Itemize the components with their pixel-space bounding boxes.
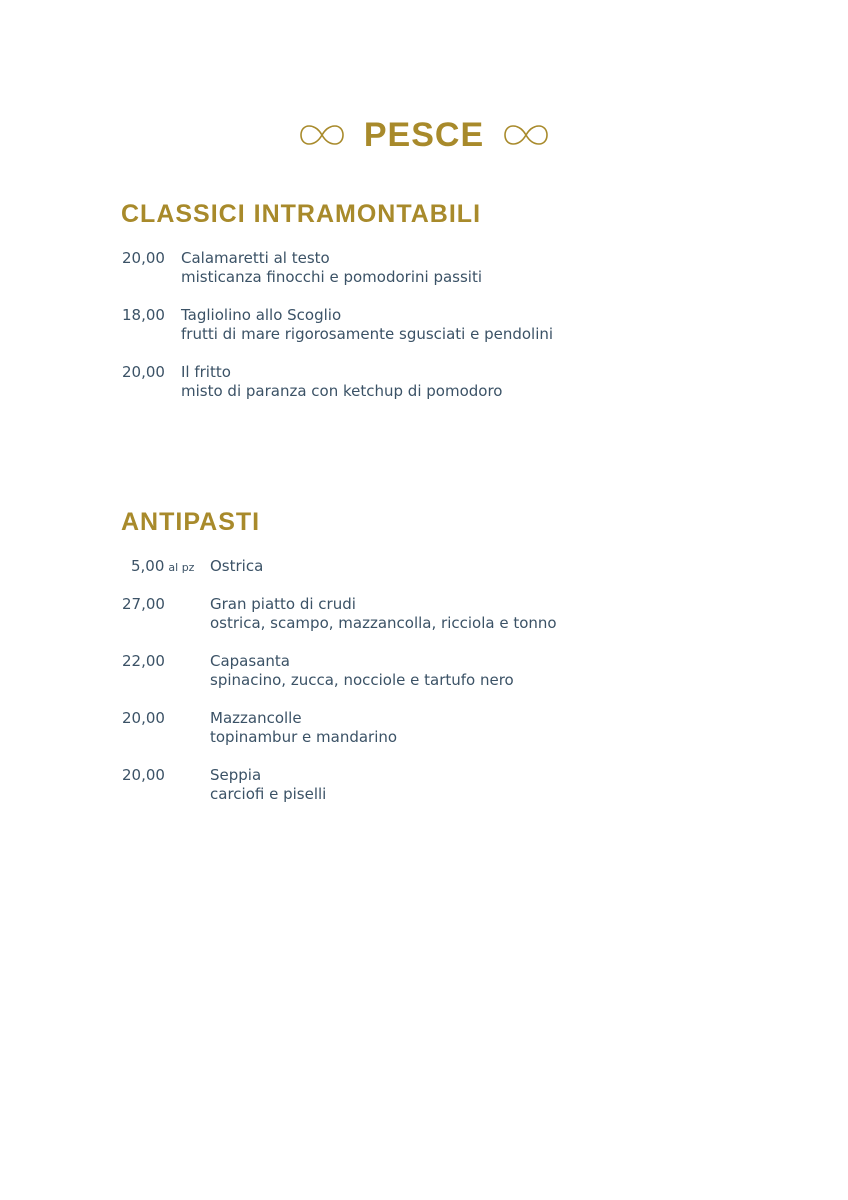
- section-title-antipasti: ANTIPASTI: [121, 508, 261, 536]
- item-price: 20,00: [122, 249, 165, 267]
- item-description: misto di paranza con ketchup di pomodoro: [181, 382, 503, 400]
- item-description: spinacino, zucca, nocciole e tartufo nero: [210, 671, 514, 689]
- item-description: frutti di mare rigorosamente sgusciati e pendolini: [181, 325, 554, 343]
- infinity-ornament-icon: [298, 123, 346, 147]
- item-description: topinambur e mandarino: [210, 728, 398, 746]
- item-price-unit: al pz: [168, 561, 195, 574]
- item-name: Calamaretti al testo: [181, 249, 330, 267]
- item-name: Il fritto: [181, 363, 231, 381]
- item-description: ostrica, scampo, mazzancolla, ricciola e tonno: [210, 614, 557, 632]
- item-description: carciofi e piselli: [210, 785, 327, 803]
- item-price: 20,00: [122, 766, 165, 784]
- item-price-value: 5,00: [131, 557, 165, 575]
- section-title-classici: CLASSICI INTRAMONTABILI: [121, 200, 482, 228]
- item-price: [131, 557, 194, 577]
- item-name: Seppia: [210, 766, 262, 784]
- item-name: Tagliolino allo Scoglio: [181, 306, 342, 324]
- item-price: 20,00: [122, 709, 165, 727]
- infinity-ornament-icon: [502, 123, 550, 147]
- item-name: Ostrica: [210, 557, 264, 575]
- item-name: Gran piatto di crudi: [210, 595, 356, 613]
- item-description: misticanza finocchi e pomodorini passiti: [181, 268, 483, 286]
- item-name: Capasanta: [210, 652, 290, 670]
- page-title: PESCE: [363, 116, 485, 154]
- item-price: 22,00: [122, 652, 165, 670]
- page-header: [0, 112, 848, 158]
- item-price: 27,00: [122, 595, 165, 613]
- item-name: Mazzancolle: [210, 709, 302, 727]
- item-price: 20,00: [122, 363, 165, 381]
- item-price: 18,00: [122, 306, 165, 324]
